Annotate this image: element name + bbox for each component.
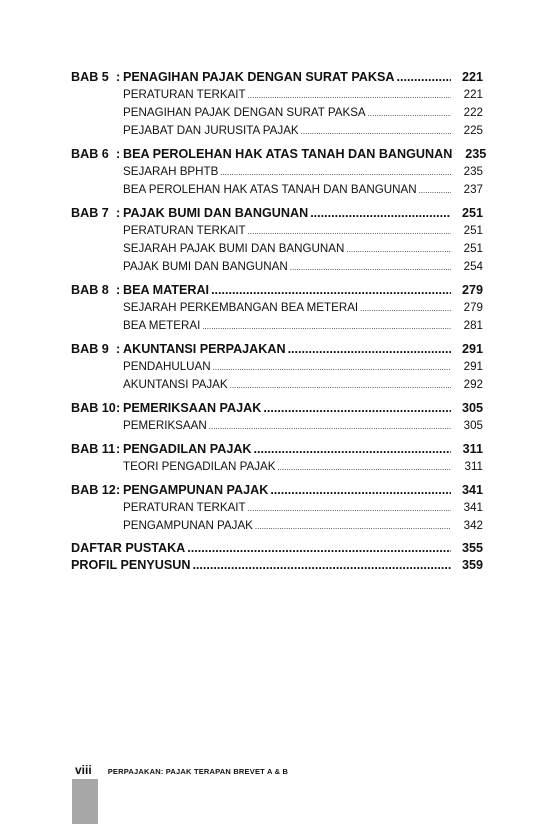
page-number: 251 — [461, 206, 483, 220]
toc-chapter-6[interactable] — [71, 145, 487, 163]
page-number: 341 — [461, 483, 483, 497]
dot-leader — [248, 223, 451, 241]
page-number: 279 — [463, 301, 483, 314]
dot-leader — [310, 204, 451, 222]
page-number: 237 — [463, 183, 483, 196]
thumb-tab-marker — [72, 779, 98, 824]
chapter-title: AKUNTANSI PERPAJAKAN — [123, 342, 286, 356]
toc-author-profile[interactable] — [71, 556, 483, 574]
dot-leader — [248, 87, 451, 105]
dot-leader — [290, 259, 451, 277]
toc-chapter-12[interactable] — [71, 481, 483, 499]
entry-title: PERATURAN TERKAIT — [123, 501, 246, 514]
dot-leader — [254, 440, 451, 458]
entry-title: PERATURAN TERKAIT — [123, 88, 246, 101]
colon-separator: : — [116, 401, 121, 415]
toc-entry[interactable] — [123, 376, 483, 394]
entry-title: PERATURAN TERKAIT — [123, 224, 246, 237]
entry-title: PROFIL PENYUSUN — [71, 558, 191, 572]
toc-entry[interactable] — [123, 299, 483, 317]
page-number: 291 — [463, 360, 483, 373]
entry-title: SEJARAH PERKEMBANGAN BEA METERAI — [123, 301, 359, 314]
toc-entry[interactable] — [123, 317, 483, 335]
page-number: 292 — [463, 378, 483, 391]
dot-leader — [202, 318, 451, 336]
dot-leader — [230, 377, 451, 395]
toc-entry[interactable] — [123, 358, 483, 376]
dot-leader — [277, 459, 451, 477]
dot-leader — [301, 123, 451, 141]
chapter-number: BAB 9 — [71, 342, 109, 356]
toc-entry[interactable] — [123, 86, 483, 104]
page-number: 222 — [463, 106, 483, 119]
chapter-title: PENAGIHAN PAJAK DENGAN SURAT PAKSA — [123, 70, 395, 84]
toc-entry[interactable] — [123, 181, 483, 199]
dot-leader — [360, 300, 451, 318]
page-number: 251 — [463, 242, 483, 255]
toc-entry[interactable] — [123, 258, 483, 276]
page-number: 341 — [463, 501, 483, 514]
toc-chapter-5[interactable] — [71, 68, 483, 86]
chapter-number: BAB 11 — [71, 442, 116, 456]
chapter-number: BAB 7 — [71, 206, 109, 220]
toc-bibliography[interactable] — [71, 539, 483, 557]
toc-chapter-11[interactable] — [71, 440, 483, 458]
entry-title: SEJARAH PAJAK BUMI DAN BANGUNAN — [123, 242, 345, 255]
chapter-title: PENGADILAN PAJAK — [123, 442, 252, 456]
page-number: 251 — [463, 224, 483, 237]
toc-entry[interactable] — [123, 240, 483, 258]
dot-leader — [368, 105, 451, 123]
toc-chapter-7[interactable] — [71, 204, 483, 222]
toc-entry[interactable] — [123, 104, 483, 122]
dot-leader — [255, 518, 451, 536]
page-number: 305 — [461, 401, 483, 415]
page-number: 221 — [463, 88, 483, 101]
running-title: PERPAJAKAN: PAJAK TERAPAN BREVET A & B — [107, 767, 289, 776]
dot-leader — [419, 182, 451, 200]
toc-chapter-8[interactable] — [71, 281, 483, 299]
colon-separator: : — [116, 206, 121, 220]
entry-title: TEORI PENGADILAN PAJAK — [123, 460, 276, 473]
entry-title: BEA PEROLEHAN HAK ATAS TANAH DAN BANGUNAN — [123, 183, 417, 196]
page-number: 254 — [463, 260, 483, 273]
page-number: 355 — [461, 541, 483, 555]
chapter-title: BEA PEROLEHAN HAK ATAS TANAH DAN BANGUNAN — [123, 147, 453, 161]
entry-title: AKUNTANSI PAJAK — [123, 378, 228, 391]
toc-entry[interactable] — [123, 458, 483, 476]
dot-leader — [248, 500, 451, 518]
page-number: 279 — [461, 283, 483, 297]
page-number: 311 — [464, 460, 483, 473]
dot-leader — [187, 539, 451, 557]
colon-separator: : — [116, 70, 121, 84]
dot-leader — [396, 68, 451, 86]
dot-leader — [211, 281, 451, 299]
entry-title: PEMERIKSAAN — [123, 419, 207, 432]
dot-leader — [192, 556, 451, 574]
chapter-number: BAB 5 — [71, 70, 109, 84]
dot-leader — [263, 399, 451, 417]
page-number: 305 — [463, 419, 483, 432]
toc-chapter-10[interactable] — [71, 399, 483, 417]
page-number: 235 — [463, 165, 483, 178]
chapter-title: BEA MATERAI — [123, 283, 210, 297]
toc-entry[interactable] — [123, 417, 483, 435]
page-number: 281 — [463, 319, 483, 332]
colon-separator: : — [116, 342, 121, 356]
entry-title: PAJAK BUMI DAN BANGUNAN — [123, 260, 288, 273]
entry-title: PENDAHULUAN — [123, 360, 211, 373]
chapter-title: PAJAK BUMI DAN BANGUNAN — [123, 206, 309, 220]
folio-number: viii — [75, 763, 92, 777]
chapter-number: BAB 8 — [71, 283, 109, 297]
colon-separator: : — [116, 147, 121, 161]
colon-separator: : — [116, 483, 121, 497]
page-number: 291 — [461, 342, 483, 356]
dot-leader — [346, 241, 451, 259]
page-number: 311 — [462, 442, 483, 456]
toc-entry[interactable] — [123, 122, 483, 140]
entry-title: DAFTAR PUSTAKA — [71, 541, 186, 555]
chapter-title: PENGAMPUNAN PAJAK — [123, 483, 269, 497]
dot-leader — [209, 418, 451, 436]
entry-title: SEJARAH BPHTB — [123, 165, 219, 178]
toc-entry[interactable] — [123, 163, 483, 181]
page-number: 359 — [461, 558, 483, 572]
entry-title: BEA METERAI — [123, 319, 201, 332]
toc-chapter-9[interactable] — [71, 340, 483, 358]
colon-separator: : — [116, 283, 121, 297]
chapter-number: BAB 6 — [71, 147, 109, 161]
page-number: 235 — [465, 147, 487, 161]
page-number: 225 — [463, 124, 483, 137]
toc-entry[interactable] — [123, 222, 483, 240]
toc-entry[interactable] — [123, 499, 483, 517]
entry-title: PENGAMPUNAN PAJAK — [123, 519, 253, 532]
chapter-number: BAB 10 — [71, 401, 116, 415]
chapter-title: PEMERIKSAAN PAJAK — [123, 401, 262, 415]
toc-entry[interactable] — [123, 517, 483, 535]
entry-title: PENAGIHAN PAJAK DENGAN SURAT PAKSA — [123, 106, 366, 119]
entry-title: PEJABAT DAN JURUSITA PAJAK — [123, 124, 299, 137]
chapter-number: BAB 12 — [71, 483, 116, 497]
colon-separator: : — [116, 442, 121, 456]
dot-leader — [213, 359, 451, 377]
dot-leader — [220, 164, 451, 182]
dot-leader — [288, 340, 451, 358]
page-footer — [75, 761, 288, 777]
page-number: 342 — [463, 519, 483, 532]
dot-leader — [270, 481, 451, 499]
page-number: 221 — [461, 70, 483, 84]
